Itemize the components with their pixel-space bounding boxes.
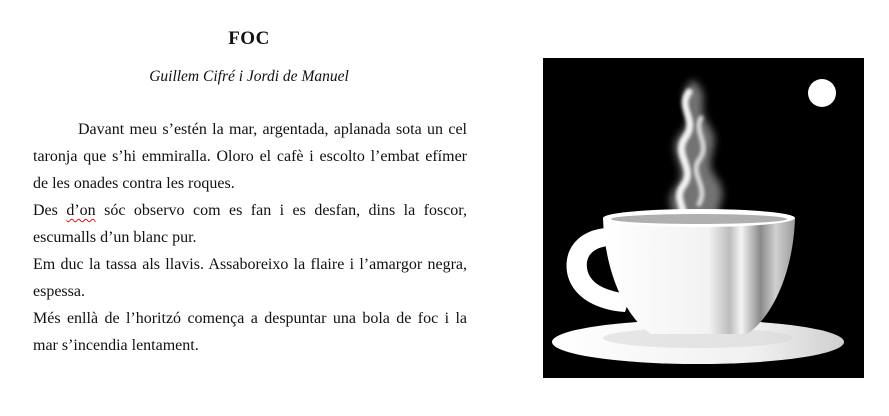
paragraph-2 xyxy=(33,197,467,251)
coffee-cup-image xyxy=(543,58,864,378)
moon-icon xyxy=(808,79,836,107)
paragraph-2-end: sóc observo com es fan i es desfan, dins la foscor, escumalls d’un blanc pur. xyxy=(33,202,467,246)
paragraph-2-start: Des xyxy=(33,202,67,219)
spellcheck-flagged-word[interactable]: d’on xyxy=(66,202,96,219)
poem-title: FOC xyxy=(228,28,270,49)
paragraph-3: Em duc la tassa als llavis. Assaboreixo la flaire i l’amargor negra, espessa. xyxy=(33,256,467,300)
paragraph-1: Davant meu s’estén la mar, argentada, aplanada sota un cel taronja que s’hi emmiralla. Oloro el cafè i escolto l’embat efímer de les onades contra les roques. xyxy=(33,121,467,192)
authors-line: Guillem Cifré i Jordi de Manuel xyxy=(149,68,349,85)
paragraph-4: Més enllà de l’horitzó comença a despuntar una bola de foc i la mar s’incendia lentament. xyxy=(33,310,467,354)
coffee-cup-illustration xyxy=(543,58,864,378)
story-text xyxy=(33,116,467,359)
